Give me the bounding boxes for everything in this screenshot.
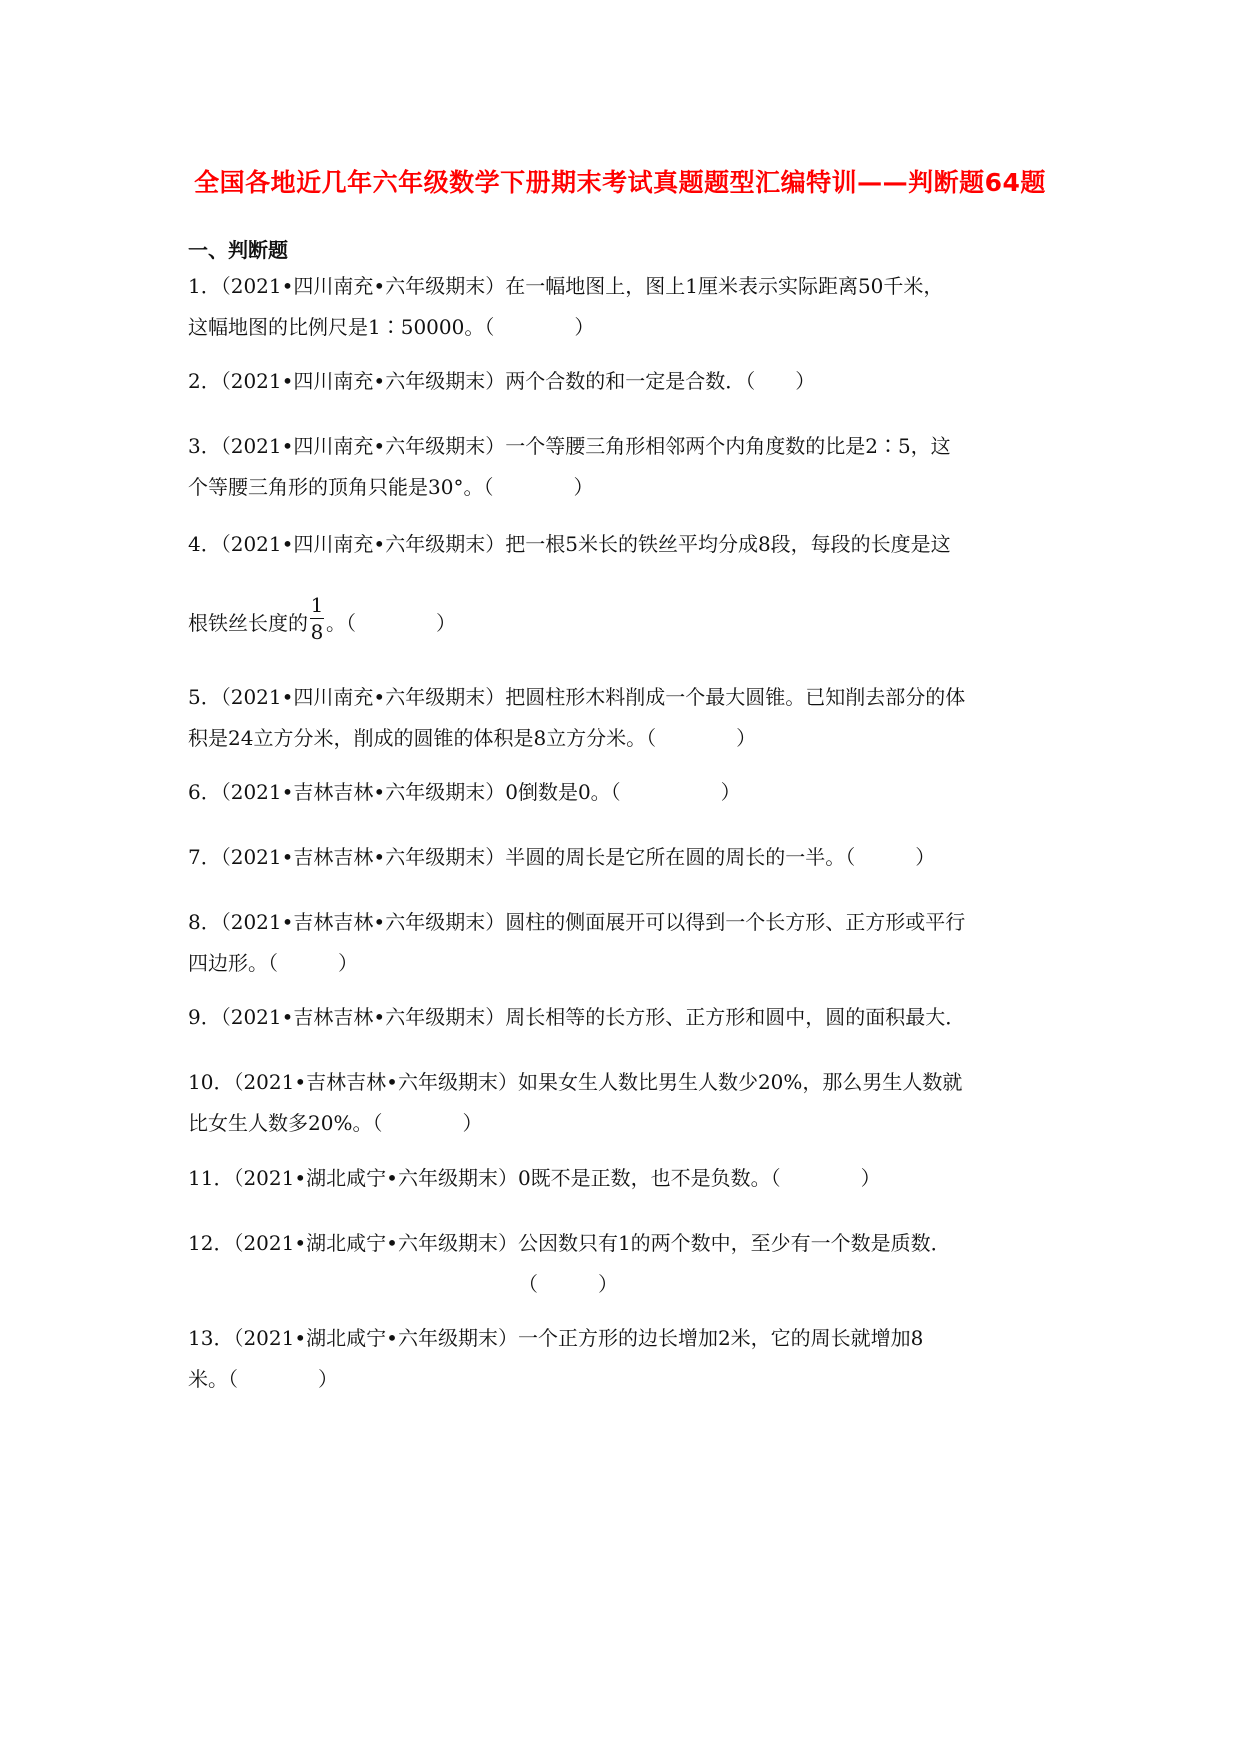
question-text: 积是24立方分米，削成的圆锥的体积是8立方分米。（ ） <box>188 726 757 750</box>
question-text: 四边形。（ ） <box>188 951 358 975</box>
question-7 <box>188 837 1068 878</box>
question-13 <box>188 1318 1068 1400</box>
question-text: 1．（2021•四川南充•六年级期末）在一幅地图上，图上1厘米表示实际距离50千米， <box>188 274 944 298</box>
question-text: 个等腰三角形的顶角只能是30°。（ ） <box>188 475 594 499</box>
question-text: 2．（2021•四川南充•六年级期末）两个合数的和一定是合数．（ ） <box>188 369 816 393</box>
section-heading: 一、判断题 <box>188 238 288 262</box>
question-text: 6．（2021•吉林吉林•六年级期末）0倒数是0。（ ） <box>188 780 741 804</box>
question-text: 13．（2021•湖北咸宁•六年级期末）一个正方形的边长增加2米，它的周长就增加8 <box>188 1326 924 1350</box>
fraction-denominator: 8 <box>310 620 324 644</box>
question-12 <box>188 1223 1068 1305</box>
question-1 <box>188 266 1068 348</box>
question-text: 7．（2021•吉林吉林•六年级期末）半圆的周长是它所在圆的周长的一半。（ ） <box>188 845 936 869</box>
question-4 <box>188 524 1068 644</box>
question-text: 根铁丝长度的 <box>188 611 308 635</box>
question-11 <box>188 1158 1068 1199</box>
question-10 <box>188 1062 1068 1144</box>
question-text: 4．（2021•四川南充•六年级期末）把一根5米长的铁丝平均分成8段，每段的长度是这 <box>188 532 951 556</box>
fraction-bar <box>310 618 324 619</box>
question-text: 11．（2021•湖北咸宁•六年级期末）0既不是正数，也不是负数。（ ） <box>188 1166 881 1190</box>
question-6 <box>188 772 1068 813</box>
question-text-fraction-line <box>188 593 1068 644</box>
question-text: 10．（2021•吉林吉林•六年级期末）如果女生人数比男生人数少20%，那么男生人数就 <box>188 1070 963 1094</box>
question-8 <box>188 902 1068 984</box>
question-9 <box>188 997 1068 1038</box>
question-text: 5．（2021•四川南充•六年级期末）把圆柱形木料削成一个最大圆锥。已知削去部分的体 <box>188 685 966 709</box>
fraction-numerator: 1 <box>310 593 324 617</box>
question-text: 12．（2021•湖北咸宁•六年级期末）公因数只有1的两个数中，至少有一个数是质数． <box>188 1231 951 1255</box>
question-text: 米。（ ） <box>188 1367 338 1391</box>
question-text: 。（ ） <box>326 611 456 635</box>
question-text: 9．（2021•吉林吉林•六年级期末）周长相等的长方形、正方形和圆中，圆的面积最大． <box>188 1005 966 1029</box>
question-text: 这幅地图的比例尺是1∶50000。（ ） <box>188 315 595 339</box>
question-3 <box>188 426 1068 508</box>
fraction <box>310 593 324 644</box>
question-text: 8．（2021•吉林吉林•六年级期末）圆柱的侧面展开可以得到一个长方形、正方形或平行 <box>188 910 966 934</box>
question-2 <box>188 361 1068 402</box>
question-5 <box>188 677 1068 759</box>
question-text: 3．（2021•四川南充•六年级期末）一个等腰三角形相邻两个内角度数的比是2∶5，这 <box>188 434 951 458</box>
document-title: 全国各地近几年六年级数学下册期末考试真题题型汇编特训——判断题64题 <box>194 168 1046 197</box>
question-text: （ ） <box>518 1272 618 1296</box>
question-text: 比女生人数多20%。（ ） <box>188 1111 483 1135</box>
